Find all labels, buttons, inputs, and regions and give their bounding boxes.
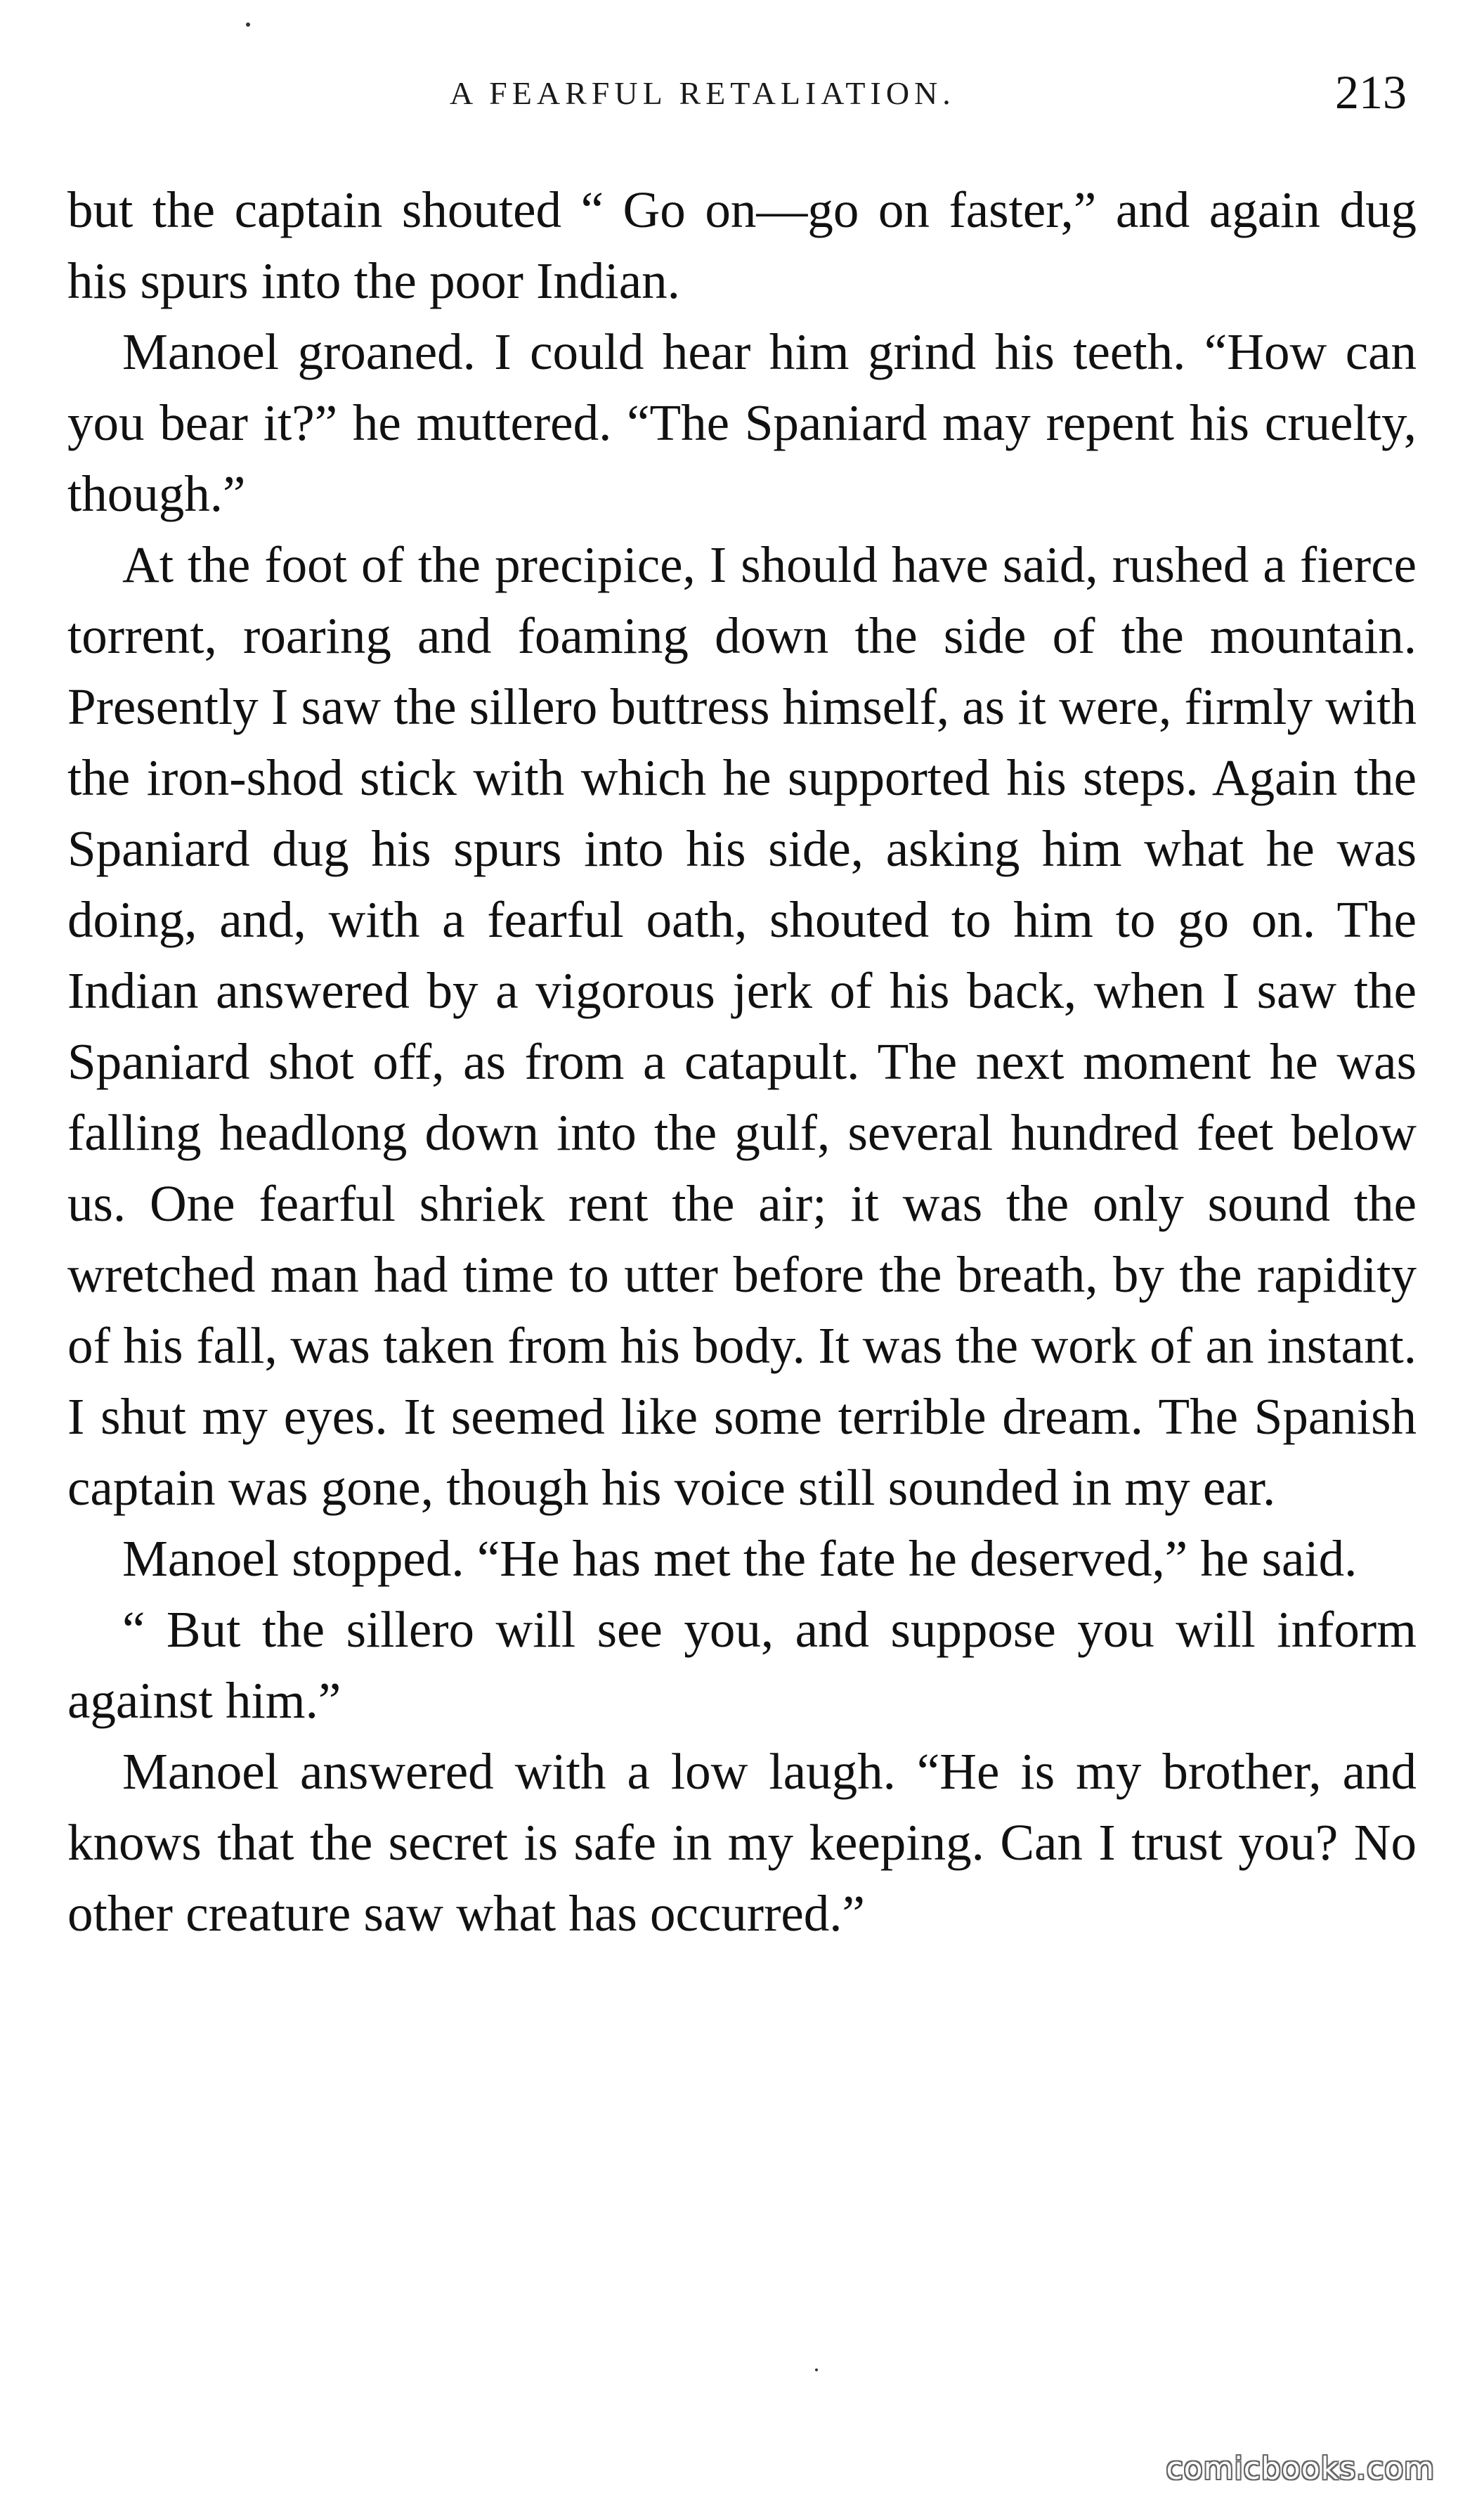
body-text (67, 174, 1417, 1949)
paragraph: Manoel groaned. I could hear him grind his teeth. “How can you bear it?” he muttered. “The Spaniard may repent his cruelty, though.” (67, 323, 1417, 522)
paragraph: Manoel answered with a low laugh. “He is my brother, and knows that the secret is safe in my keeping. Can I trust you? No other creature saw what has occurred.” (67, 1743, 1417, 1942)
print-speck (815, 2368, 818, 2371)
page-number: 213 (1335, 65, 1407, 119)
paragraph-continued: but the captain shouted “ Go on—go on faster,” and again dug his spurs into the poor Indian. (67, 181, 1417, 309)
print-speck (246, 22, 250, 27)
paragraph: At the foot of the precipice, I should have said, rushed a fierce torrent, roaring and foaming down the side of the mountain. Presently I saw the sillero buttress himself, as it were, firmly with the iron-shod stick with which he supported his steps. Again the Spaniard dug his spurs into his side, asking him what he was doing, and, with a fearful oath, shouted to him to go on. The Indian answered by a vigorous jerk of his back, when I saw the Spaniard shot off, as from a catapult. The next moment he was falling headlong down into the gulf, several hundred feet below us. One fearful shriek rent the air; it was the only sound the wretched man had time to utter before the breath, by the rapidity of his fall, was taken from his body. It was the work of an instant. I shut my eyes. It seemed like some terrible dream. The Spanish captain was gone, though his voice still sounded in my ear. (67, 536, 1417, 1516)
paragraph: “ But the sillero will see you, and suppose you will inform against him.” (67, 1601, 1417, 1729)
watermark: comicbooks.com (1166, 2451, 1435, 2487)
running-title: A FEARFUL RETALIATION. (450, 75, 956, 111)
paragraph: Manoel stopped. “He has met the fate he deserved,” he said. (122, 1530, 1358, 1587)
page-header (0, 65, 1484, 128)
